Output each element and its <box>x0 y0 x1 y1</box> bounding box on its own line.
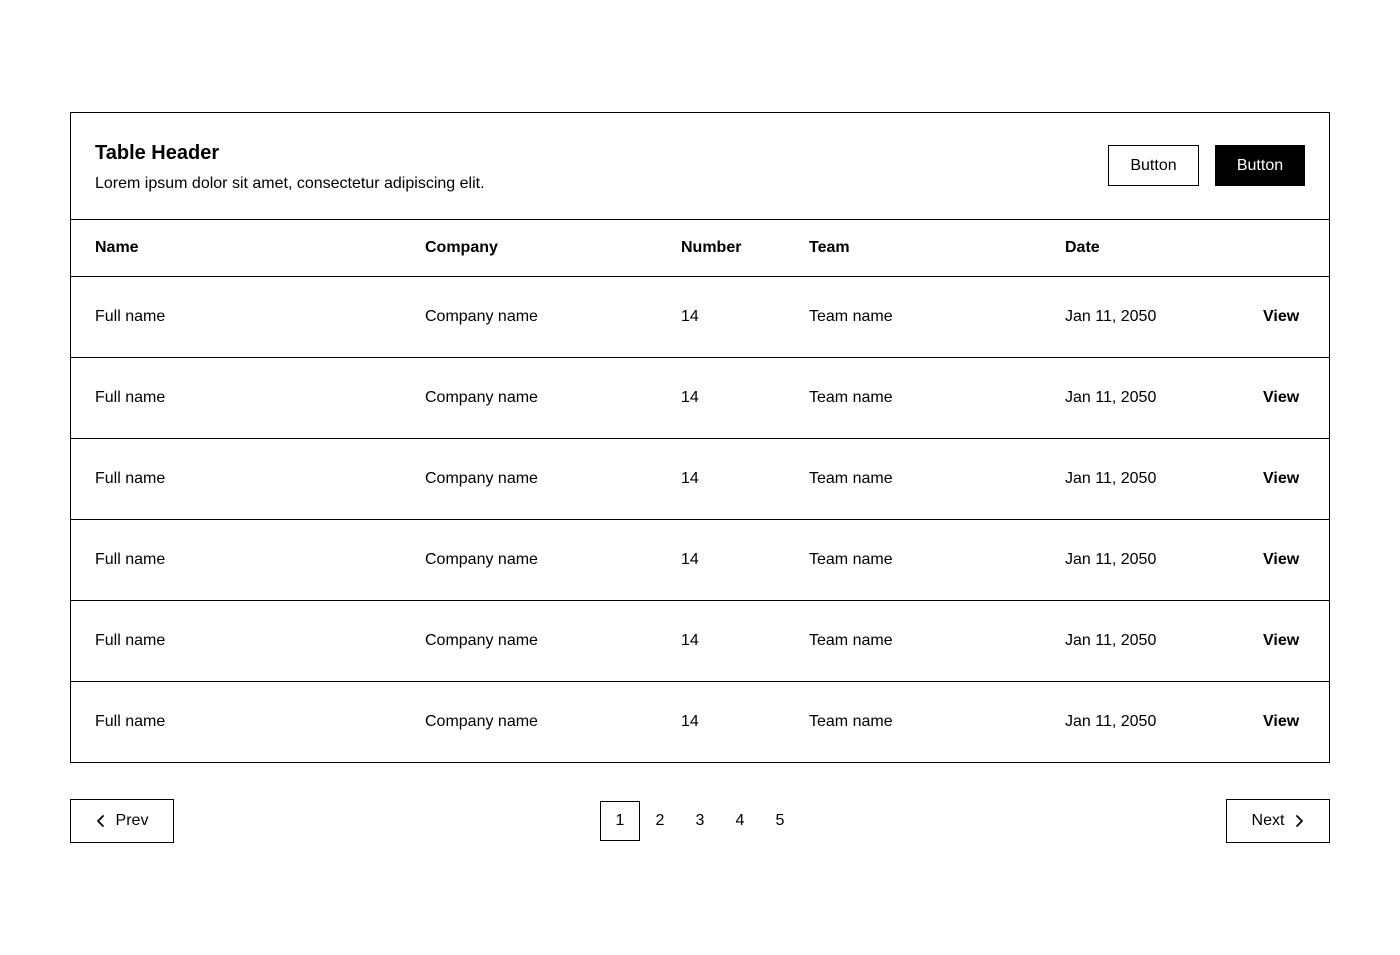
page-2-button[interactable]: 2 <box>655 812 665 829</box>
table-title: Table Header <box>95 142 220 164</box>
table-row <box>71 601 1329 682</box>
cell-company: Company name <box>425 470 538 487</box>
primary-button[interactable]: Button <box>1215 145 1305 186</box>
page-3-button[interactable]: 3 <box>695 812 705 829</box>
chevron-left-icon <box>96 814 106 828</box>
cell-company: Company name <box>425 632 538 649</box>
column-header-name: Name <box>95 239 139 256</box>
next-label: Next <box>1251 812 1285 829</box>
view-link[interactable]: View <box>1263 632 1300 649</box>
view-link[interactable]: View <box>1263 470 1300 487</box>
secondary-button[interactable]: Button <box>1108 145 1199 186</box>
cell-company: Company name <box>425 308 538 325</box>
cell-team: Team name <box>809 713 893 730</box>
table-subtitle: Lorem ipsum dolor sit amet, consectetur adipiscing elit. <box>95 175 485 192</box>
view-link[interactable]: View <box>1263 551 1300 568</box>
view-link[interactable]: View <box>1263 713 1300 730</box>
cell-date: Jan 11, 2050 <box>1065 470 1157 487</box>
cell-name: Full name <box>95 713 166 730</box>
view-link[interactable]: View <box>1263 308 1300 325</box>
next-page-button[interactable] <box>1226 799 1330 843</box>
page-5-button[interactable]: 5 <box>775 812 785 829</box>
cell-number: 14 <box>681 389 699 406</box>
table-body <box>71 277 1329 762</box>
cell-company: Company name <box>425 713 538 730</box>
table-row <box>71 358 1329 439</box>
cell-company: Company name <box>425 551 538 568</box>
cell-name: Full name <box>95 632 166 649</box>
prev-label: Prev <box>115 812 149 829</box>
cell-number: 14 <box>681 713 699 730</box>
cell-team: Team name <box>809 632 893 649</box>
table-row <box>71 682 1329 762</box>
table-row <box>71 439 1329 520</box>
page-numbers <box>600 801 800 841</box>
cell-team: Team name <box>809 551 893 568</box>
cell-date: Jan 11, 2050 <box>1065 551 1157 568</box>
table-header <box>71 113 1329 220</box>
chevron-right-icon <box>1294 814 1304 828</box>
cell-date: Jan 11, 2050 <box>1065 632 1157 649</box>
page-4-button[interactable]: 4 <box>735 812 745 829</box>
cell-name: Full name <box>95 308 166 325</box>
table-row <box>71 520 1329 601</box>
cell-number: 14 <box>681 308 699 325</box>
cell-date: Jan 11, 2050 <box>1065 308 1157 325</box>
view-link[interactable]: View <box>1263 389 1300 406</box>
cell-name: Full name <box>95 470 166 487</box>
cell-team: Team name <box>809 308 893 325</box>
prev-page-button[interactable] <box>70 799 174 843</box>
column-header-date: Date <box>1065 239 1100 256</box>
cell-number: 14 <box>681 470 699 487</box>
cell-date: Jan 11, 2050 <box>1065 713 1157 730</box>
cell-name: Full name <box>95 389 166 406</box>
cell-date: Jan 11, 2050 <box>1065 389 1157 406</box>
column-header-row <box>71 220 1329 277</box>
cell-number: 14 <box>681 551 699 568</box>
column-header-company: Company <box>425 239 498 256</box>
table-row <box>71 277 1329 358</box>
cell-team: Team name <box>809 470 893 487</box>
cell-number: 14 <box>681 632 699 649</box>
page-1-button[interactable]: 1 <box>600 801 640 841</box>
data-table-card <box>70 112 1330 763</box>
column-header-number: Number <box>681 239 742 256</box>
cell-team: Team name <box>809 389 893 406</box>
cell-name: Full name <box>95 551 166 568</box>
cell-company: Company name <box>425 389 538 406</box>
column-header-team: Team <box>809 239 850 256</box>
